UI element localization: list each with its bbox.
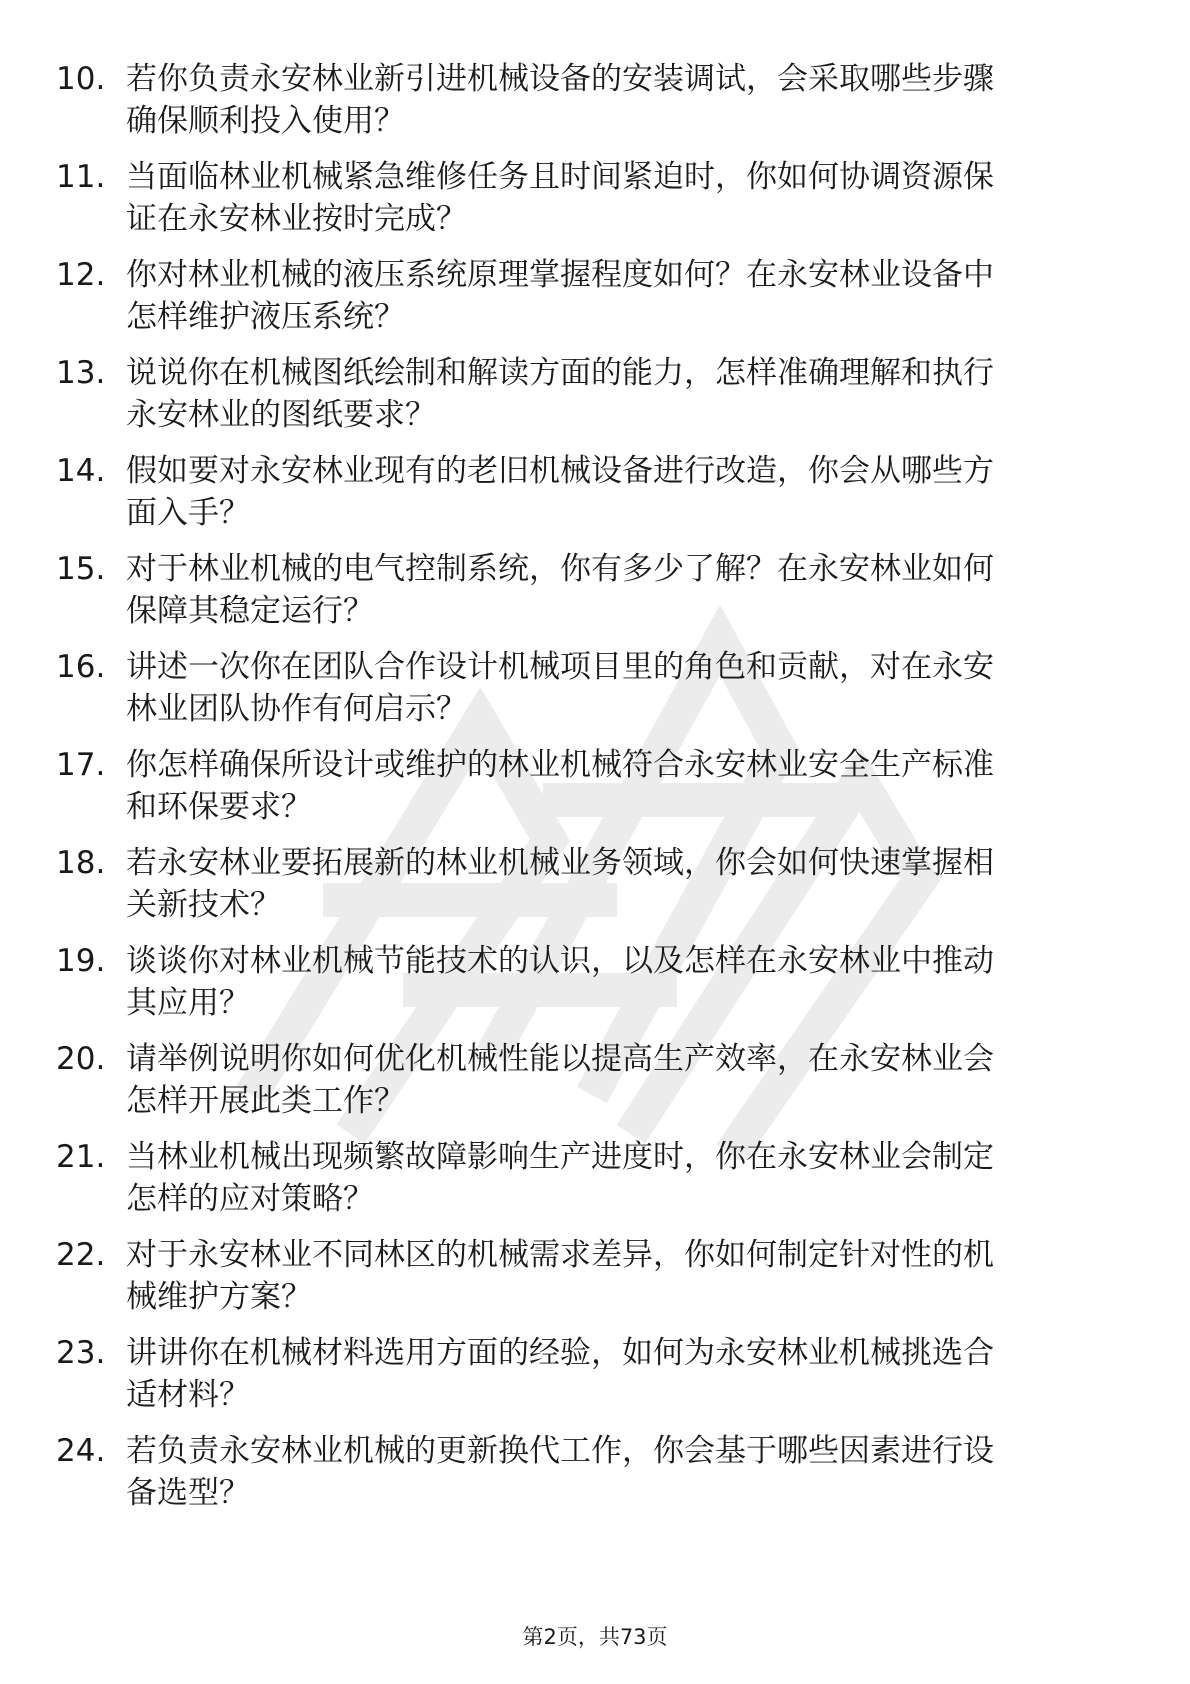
question-number: 19. [56, 943, 106, 979]
question-text [126, 548, 1116, 632]
question-text [126, 744, 1116, 828]
question-line: 你怎样确保所设计或维护的林业机械符合永安林业安全生产标准 [126, 747, 994, 783]
question-number: 18. [56, 845, 106, 881]
question-text [126, 940, 1116, 1024]
list-item [0, 1126, 1190, 1224]
list-item [0, 1028, 1190, 1126]
question-line: 永安林业的图纸要求？ [126, 397, 436, 433]
question-line: 关新技术？ [126, 887, 281, 923]
question-number: 16. [56, 649, 106, 685]
question-line: 怎样开展此类工作？ [126, 1083, 405, 1119]
question-line: 对于林业机械的电气控制系统，你有多少了解？在永安林业如何 [126, 551, 994, 587]
question-text [126, 1430, 1116, 1514]
question-text [126, 1234, 1116, 1318]
question-number: 21. [56, 1139, 106, 1175]
question-line: 其应用？ [126, 985, 250, 1021]
list-item [0, 146, 1190, 244]
question-line: 讲讲你在机械材料选用方面的经验，如何为永安林业机械挑选合 [126, 1335, 994, 1371]
question-number: 14. [56, 453, 106, 489]
question-text [126, 352, 1116, 436]
question-number: 17. [56, 747, 106, 783]
question-text [126, 156, 1116, 240]
question-line: 适材料？ [126, 1377, 250, 1413]
question-number: 23. [56, 1335, 106, 1371]
question-line: 面入手？ [126, 495, 250, 531]
list-item [0, 244, 1190, 342]
question-number: 10. [56, 61, 106, 97]
list-item [0, 440, 1190, 538]
question-line: 械维护方案？ [126, 1279, 312, 1315]
question-number: 24. [56, 1433, 106, 1469]
question-line: 你对林业机械的液压系统原理掌握程度如何？在永安林业设备中 [126, 257, 994, 293]
list-item [0, 342, 1190, 440]
question-number: 22. [56, 1237, 106, 1273]
question-line: 假如要对永安林业现有的老旧机械设备进行改造，你会从哪些方 [126, 453, 994, 489]
question-line: 林业团队协作有何启示？ [126, 691, 467, 727]
list-item [0, 1224, 1190, 1322]
page-number-label: 第2页，共73页 [522, 1625, 668, 1649]
question-text [126, 1038, 1116, 1122]
question-text [126, 450, 1116, 534]
question-number: 12. [56, 257, 106, 293]
list-item [0, 538, 1190, 636]
question-number: 13. [56, 355, 106, 391]
list-item [0, 636, 1190, 734]
question-number: 20. [56, 1041, 106, 1077]
list-item [0, 48, 1190, 146]
question-line: 说说你在机械图纸绘制和解读方面的能力，怎样准确理解和执行 [126, 355, 994, 391]
question-text [126, 58, 1116, 142]
question-line: 确保顺利投入使用？ [126, 103, 405, 139]
question-line: 对于永安林业不同林区的机械需求差异，你如何制定针对性的机 [126, 1237, 994, 1273]
question-line: 若永安林业要拓展新的林业机械业务领域，你会如何快速掌握相 [126, 845, 994, 881]
question-number: 11. [56, 159, 106, 195]
question-line: 若你负责永安林业新引进机械设备的安装调试，会采取哪些步骤 [126, 61, 994, 97]
question-text [126, 646, 1116, 730]
question-number: 15. [56, 551, 106, 587]
list-item [0, 930, 1190, 1028]
question-line: 讲述一次你在团队合作设计机械项目里的角色和贡献，对在永安 [126, 649, 994, 685]
question-line: 谈谈你对林业机械节能技术的认识，以及怎样在永安林业中推动 [126, 943, 994, 979]
question-text [126, 842, 1116, 926]
list-item [0, 832, 1190, 930]
question-text [126, 1136, 1116, 1220]
list-item [0, 1322, 1190, 1420]
question-list [0, 48, 1190, 1518]
question-text [126, 1332, 1116, 1416]
question-line: 怎样维护液压系统？ [126, 299, 405, 335]
question-line: 和环保要求？ [126, 789, 312, 825]
question-line: 若负责永安林业机械的更新换代工作，你会基于哪些因素进行设 [126, 1433, 994, 1469]
question-line: 保障其稳定运行？ [126, 593, 374, 629]
question-line: 怎样的应对策略？ [126, 1181, 374, 1217]
list-item [0, 1420, 1190, 1518]
question-text [126, 254, 1116, 338]
question-line: 证在永安林业按时完成？ [126, 201, 467, 237]
question-line: 请举例说明你如何优化机械性能以提高生产效率，在永安林业会 [126, 1041, 994, 1077]
list-item [0, 734, 1190, 832]
page-footer [0, 1622, 1190, 1652]
question-line: 备选型？ [126, 1475, 250, 1511]
question-line: 当面临林业机械紧急维修任务且时间紧迫时，你如何协调资源保 [126, 159, 994, 195]
question-line: 当林业机械出现频繁故障影响生产进度时，你在永安林业会制定 [126, 1139, 994, 1175]
